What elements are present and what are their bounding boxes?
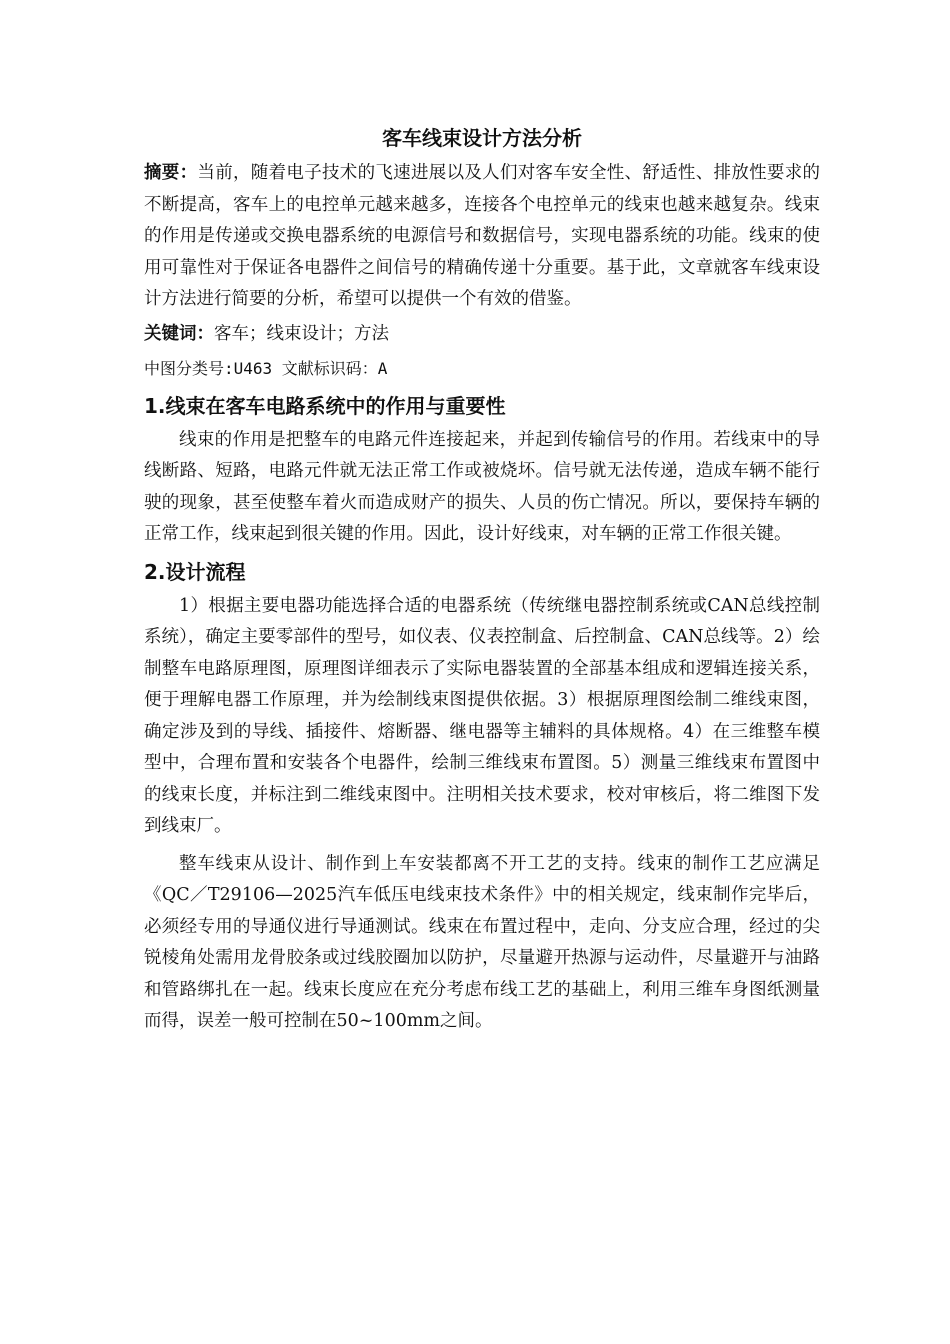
document-title: 客车线束设计方法分析 (382, 126, 582, 150)
abstract-paragraph (144, 158, 820, 316)
section-2-paragraph-2: 整车线束从设计、制作到上车安装都离不开工艺的支持。线束的制作工艺应满足《QC／T29106—2025汽车低压电线束技术条件》中的相关规定，线束制作完毕后，必须经专用的导通仪进行导通测试。线束在布置过程中，走向、分支应合理，经过的尖锐棱角处需用龙骨胶条或过线胶圈加以防护，尽量避开热源与运动件，尽量避开与油路和管路绑扎在一起。线束长度应在充分考虑布线工艺的基础上，利用三维车身图纸测量而得，误差一般可控制在50~100mm之间。 (144, 853, 820, 1031)
abstract-text: 当前，随着电子技术的飞速进展以及人们对客车安全性、舒适性、排放性要求的不断提高，客车上的电控单元越来越多，连接各个电控单元的线束也越来越复杂。线束的作用是传递或交换电器系统的电源信号和数据信号，实现电器系统的功能。线束的使用可靠性对于保证各电器件之间信号的精确传递十分重要。基于此，文章就客车线束设计方法进行简要的分析，希望可以提供一个有效的借鉴。 (144, 163, 821, 309)
keywords-text: 客车；线束设计；方法 (214, 323, 389, 344)
abstract-label: 摘要： (144, 163, 198, 183)
keywords-label: 关键词： (144, 323, 214, 344)
classification-line: 中图分类号:U463 文献标识码：A (144, 359, 388, 378)
section-2-paragraph-1: 1）根据主要电器功能选择合适的电器系统（传统继电器控制系统或CAN总线控制系统），确定主要零部件的型号，如仪表、仪表控制盒、后控制盒、CAN总线等。2）绘制整车电路原理图，原理图详细表示了实际电器装置的全部基本组成和逻辑连接关系，便于理解电器工作原理，并为绘制线束图提供依据。3）根据原理图绘制二维线束图，确定涉及到的导线、插接件、熔断器、继电器等主辅料的具体规格。4）在三维整车模型中，合理布置和安装各个电器件，绘制三维线束布置图。5）测量三维线束布置图中的线束长度，并标注到二维线束图中。注明相关技术要求，校对审核后，将二维图下发到线束厂。 (144, 595, 820, 836)
section-1-paragraph: 线束的作用是把整车的电路元件连接起来，并起到传输信号的作用。若线束中的导线断路、短路，电路元件就无法正常工作或被烧坏。信号就无法传递，造成车辆不能行驶的现象，甚至使整车着火而造成财产的损失、人员的伤亡情况。所以，要保持车辆的正常工作，线束起到很关键的作用。因此，设计好线束，对车辆的正常工作很关键。 (144, 429, 820, 544)
keywords-line (144, 319, 820, 351)
section-2-heading: 2.设计流程 (144, 559, 246, 584)
document-body (144, 118, 820, 1038)
section-1-heading: 1.线束在客车电路系统中的作用与重要性 (144, 393, 506, 418)
